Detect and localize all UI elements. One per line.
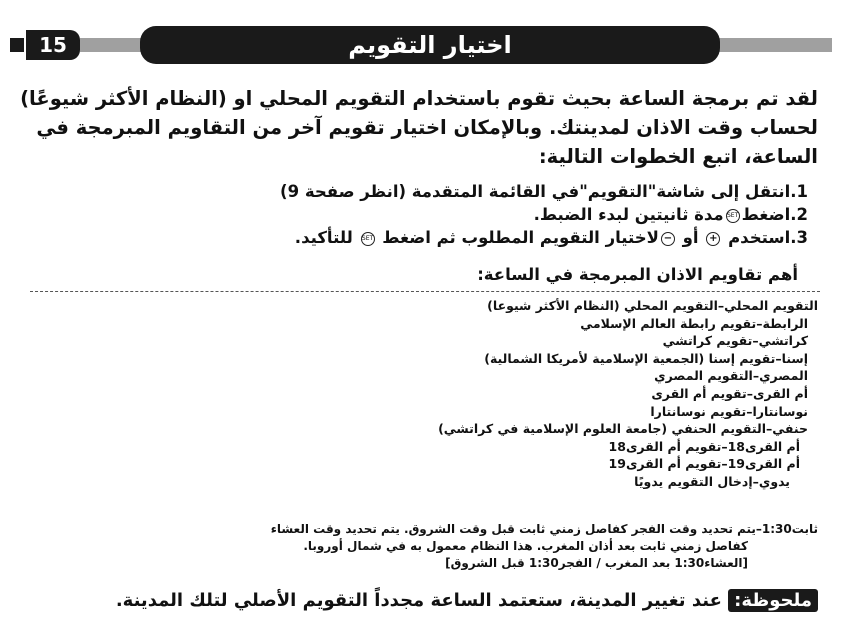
calendar-key: حنفي — [772, 421, 808, 437]
fixed-line-1: ثابت1:30–يتم تحديد وقت الفجر كفاصل زمني ثابت قبل وقت الشروق. يتم تحديد وقت العشاء — [270, 522, 818, 536]
calendar-desc: التقويم المحلي (النظام الأكثر شيوعا) — [487, 298, 718, 313]
list-item: التقويم المحلي–التقويم المحلي (النظام الأكثر شيوعا) — [487, 298, 818, 313]
calendar-desc: إدخال التقويم يدويًا — [634, 473, 753, 489]
step-2 — [158, 203, 808, 226]
header-left-cap — [10, 38, 24, 52]
list-item: الرابطة–تقويم رابطة العالم الإسلامي — [580, 315, 808, 331]
list-item: أم القرى19–تقويم أم القرى19 — [608, 456, 800, 472]
calendar-list — [58, 297, 818, 491]
calendar-key: نوسانتارا — [752, 403, 808, 419]
step-text: للتأكيد. — [294, 228, 353, 247]
list-item: أم القرى18–تقويم أم القرى18 — [608, 438, 800, 454]
calendar-desc: تقويم إسنا (الجمعية الإسلامية لأمريكا الشمالية) — [484, 350, 776, 366]
page-title: اختيار التقويم — [140, 26, 720, 64]
plus-button-icon: + — [706, 232, 720, 246]
note-label: ملحوظة: — [728, 589, 818, 612]
list-item: يدوي–إدخال التقويم يدويًا — [634, 473, 790, 489]
calendar-key: التقويم المحلي — [724, 298, 818, 313]
step-1 — [158, 180, 808, 203]
step-text: أو — [682, 228, 699, 247]
calendar-desc: تقويم رابطة العالم الإسلامي — [580, 315, 757, 331]
set-button-icon: SET — [726, 209, 740, 223]
list-item: كراتشي–تقويم كراتشي — [662, 333, 808, 349]
step-text: انتقل إلى شاشة"التقويم"في القائمة المتقدمة (انظر صفحة 9) — [280, 182, 791, 201]
step-text: اضغط — [741, 205, 791, 224]
step-text: لاختيار التقويم المطلوب ثم اضغط — [382, 228, 659, 247]
list-item: نوسانتارا–تقويم نوسانتارا — [650, 403, 808, 419]
calendar-key: إسنا — [781, 350, 808, 366]
calendar-key: أم القرى — [752, 385, 808, 401]
calendar-desc: التقويم المصري — [654, 368, 753, 384]
list-item: إسنا–تقويم إسنا (الجمعية الإسلامية لأمريكا الشمالية) — [484, 350, 808, 366]
note-text: عند تغيير المدينة، ستعتمد الساعة مجدداً التقويم الأصلي لتلك المدينة. — [115, 590, 722, 611]
list-item: حنفي–التقويم الحنفي (جامعة العلوم الإسلامية في كراتشي) — [438, 421, 808, 437]
step-text: استخدم — [728, 228, 791, 247]
calendar-key: الرابطة — [762, 315, 808, 331]
calendar-desc: تقويم أم القرى19 — [608, 456, 722, 472]
calendar-key: أم القرى19 — [727, 456, 800, 472]
calendar-key: كراتشي — [758, 333, 808, 349]
step-number: 2. — [790, 205, 808, 224]
calendar-desc: تقويم نوسانتارا — [650, 403, 747, 419]
intro-paragraph: لقد تم برمجة الساعة بحيث تقوم باستخدام التقويم المحلي او (النظام الأكثر شيوعًا) لحساب وقت الاذان لمدينتك. وبالإمكان اختيار تقويم آخر من التقاويم المبرمجة في الساعة، اتبع الخطوات التالية: — [20, 87, 818, 168]
dashed-divider — [30, 291, 820, 292]
calendar-key: أم القرى18 — [727, 438, 800, 454]
note — [18, 588, 818, 614]
calendar-desc: تقويم كراتشي — [662, 333, 753, 349]
calendar-desc: التقويم الحنفي (جامعة العلوم الإسلامية في كراتشي) — [438, 421, 766, 437]
calendar-desc: يتم تحديد وقت الفجر كفاصل زمني ثابت قبل وقت الشروق. يتم تحديد وقت العشاء — [270, 522, 756, 536]
step-text: مدة ثانيتين لبدء الضبط. — [533, 205, 724, 224]
calendars-heading: أهم تقاويم الاذان المبرمجة في الساعة: — [477, 265, 798, 284]
calendar-key: ثابت1:30 — [761, 522, 818, 536]
fixed-line-3: [العشاء1:30 بعد المغرب / الفجر1:30 قبل الشروق] — [445, 556, 748, 570]
step-3 — [158, 226, 808, 249]
fixed-calendar-entry — [28, 521, 818, 572]
calendar-key: يدوي — [758, 473, 790, 489]
list-item: المصري–التقويم المصري — [654, 368, 808, 384]
calendar-desc: تقويم أم القرى — [651, 385, 747, 401]
minus-button-icon: − — [661, 232, 675, 246]
fixed-line-2: كفاصل زمني ثابت بعد أذان المغرب. هذا النظام معمول به في شمال أوروبا. — [303, 539, 748, 553]
steps-list — [158, 180, 808, 249]
step-number: 3. — [790, 228, 808, 247]
set-button-icon: SET — [361, 232, 375, 246]
calendar-key: المصري — [759, 368, 808, 384]
step-number: 1. — [790, 182, 808, 201]
page-number: 15 — [26, 30, 80, 60]
calendar-desc: تقويم أم القرى18 — [608, 438, 722, 454]
list-item: أم القرى–تقويم أم القرى — [651, 385, 808, 401]
